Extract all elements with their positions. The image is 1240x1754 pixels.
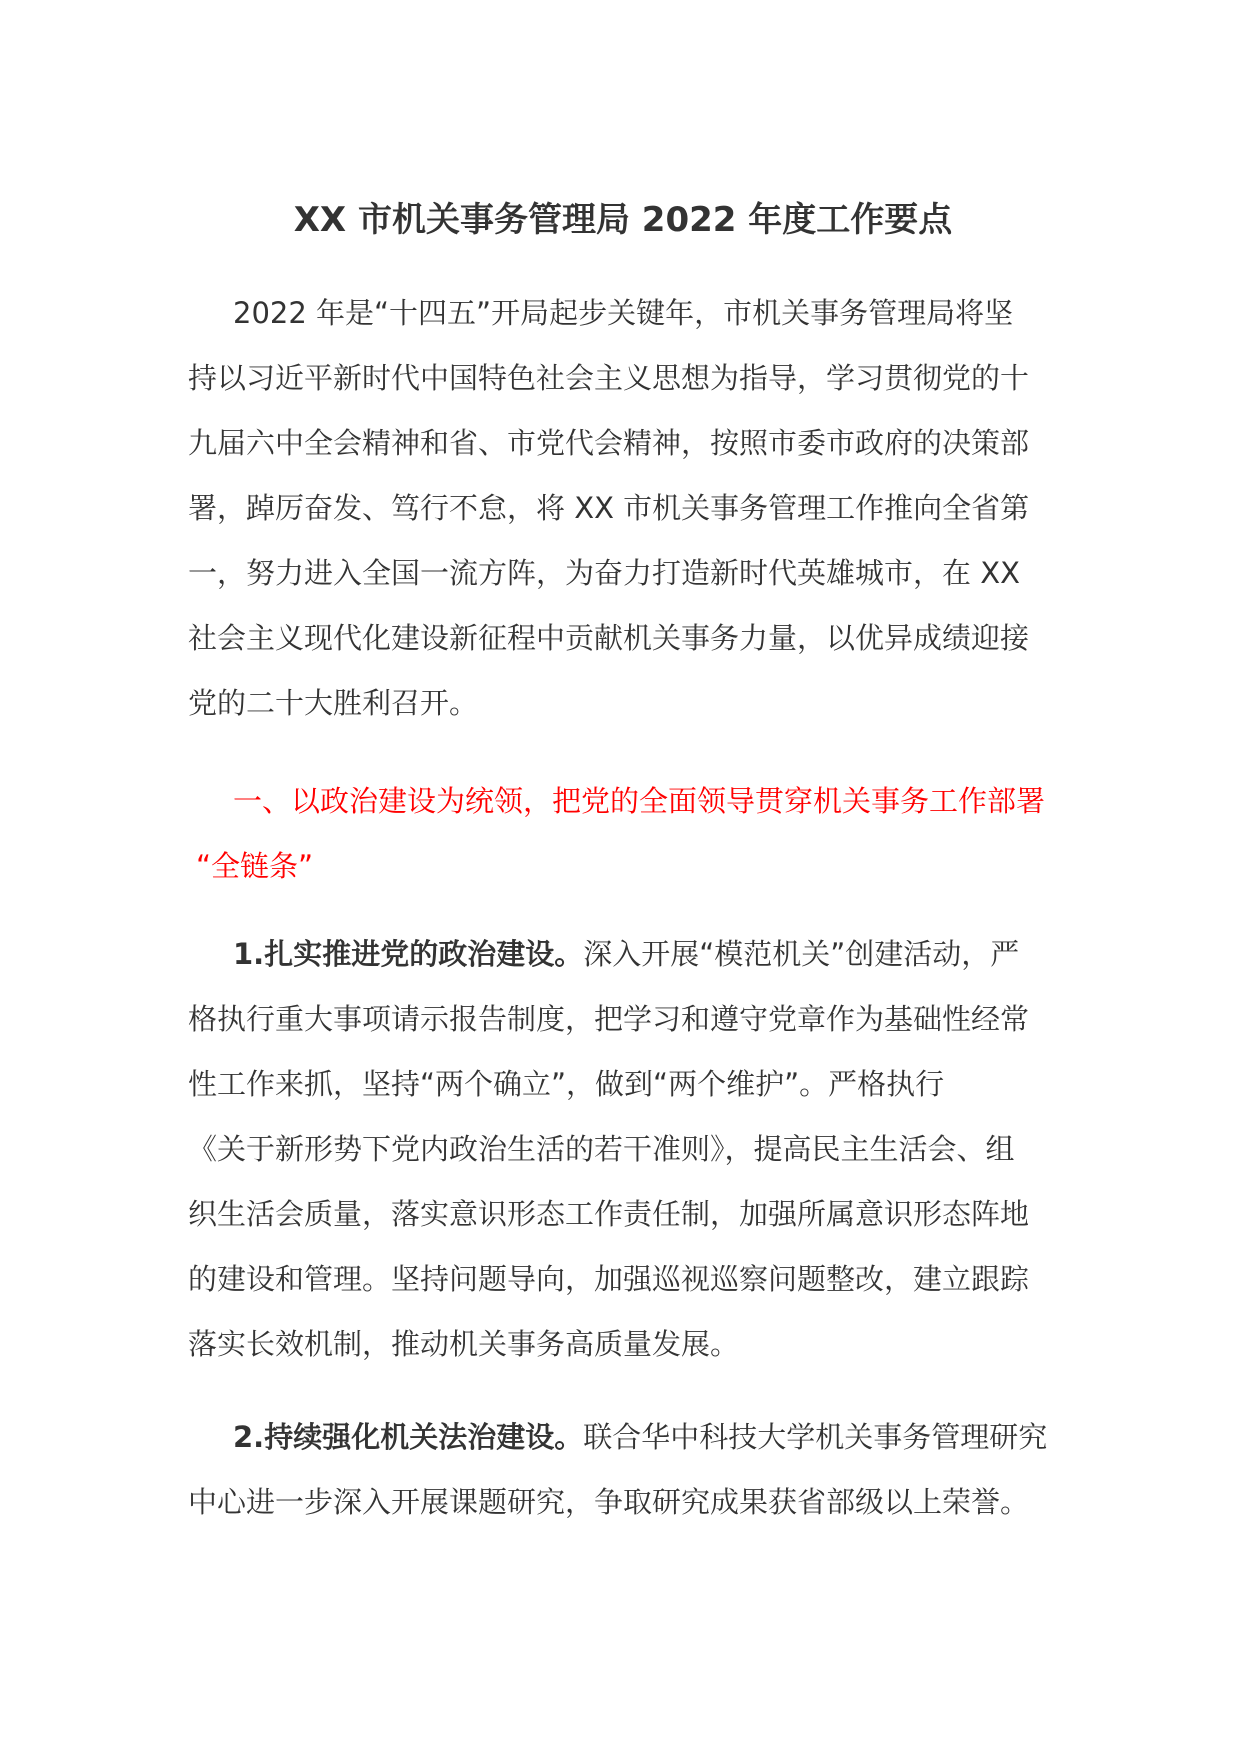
item-2-paragraph [188, 1405, 1058, 1535]
item-1-line: 落实长效机制，推动机关事务高质量发展。 [188, 1327, 740, 1361]
intro-paragraph [188, 281, 1058, 736]
item-1-line: 的建设和管理。坚持问题导向，加强巡视巡察问题整改，建立跟踪 [188, 1262, 1030, 1296]
item-2-lead: 2.持续强化机关法治建设。 [233, 1420, 584, 1454]
item-2-first-line-rest: 联合华中科技大学机关事务管理研究 [583, 1420, 1048, 1454]
item-1-line: 织生活会质量，落实意识形态工作责任制，加强所属意识形态阵地 [188, 1197, 1030, 1231]
intro-line: 持以习近平新时代中国特色社会主义思想为指导，学习贯彻党的十 [188, 361, 1030, 395]
item-1-line: 性工作来抓，坚持“两个确立”，做到“两个维护”。严格执行 [188, 1067, 945, 1101]
item-2-line: 中心进一步深入开展课题研究，争取研究成果获省部级以上荣誉。 [188, 1485, 1030, 1519]
item-1-first-line [188, 922, 1058, 987]
intro-line: 一，努力进入全国一流方阵，为奋力打造新时代英雄城市，在 XX [188, 556, 1020, 590]
intro-line: 署，踔厉奋发、笃行不怠，将 XX 市机关事务管理工作推向全省第 [188, 491, 1030, 525]
document-title: XX 市机关事务管理局 2022 年度工作要点 [293, 200, 953, 240]
item-1-line: 格执行重大事项请示报告制度，把学习和遵守党章作为基础性经常 [188, 1002, 1030, 1036]
section-heading-line: 一、以政治建设为统领，把党的全面领导贯穿机关事务工作部署 [233, 784, 1046, 818]
section-heading-1 [188, 769, 1058, 899]
intro-line: 九届六中全会精神和省、市党代会精神，按照市委市政府的决策部 [188, 426, 1030, 460]
intro-line: 社会主义现代化建设新征程中贡献机关事务力量，以优异成绩迎接 [188, 621, 1030, 655]
item-2-first-line [188, 1405, 1058, 1470]
intro-line: 党的二十大胜利召开。 [188, 686, 479, 720]
item-1-line: 《关于新形势下党内政治生活的若干准则》，提高民主生活会、组 [188, 1132, 1015, 1166]
intro-line: 2022 年是“十四五”开局起步关键年，市机关事务管理局将坚 [233, 296, 1014, 330]
item-1-first-line-rest: 深入开展“模范机关”创建活动，严 [583, 937, 1020, 971]
section-heading-line: “全链条” [196, 849, 314, 883]
item-1-paragraph [188, 922, 1058, 1377]
item-1-lead: 1.扎实推进党的政治建设。 [233, 937, 584, 971]
